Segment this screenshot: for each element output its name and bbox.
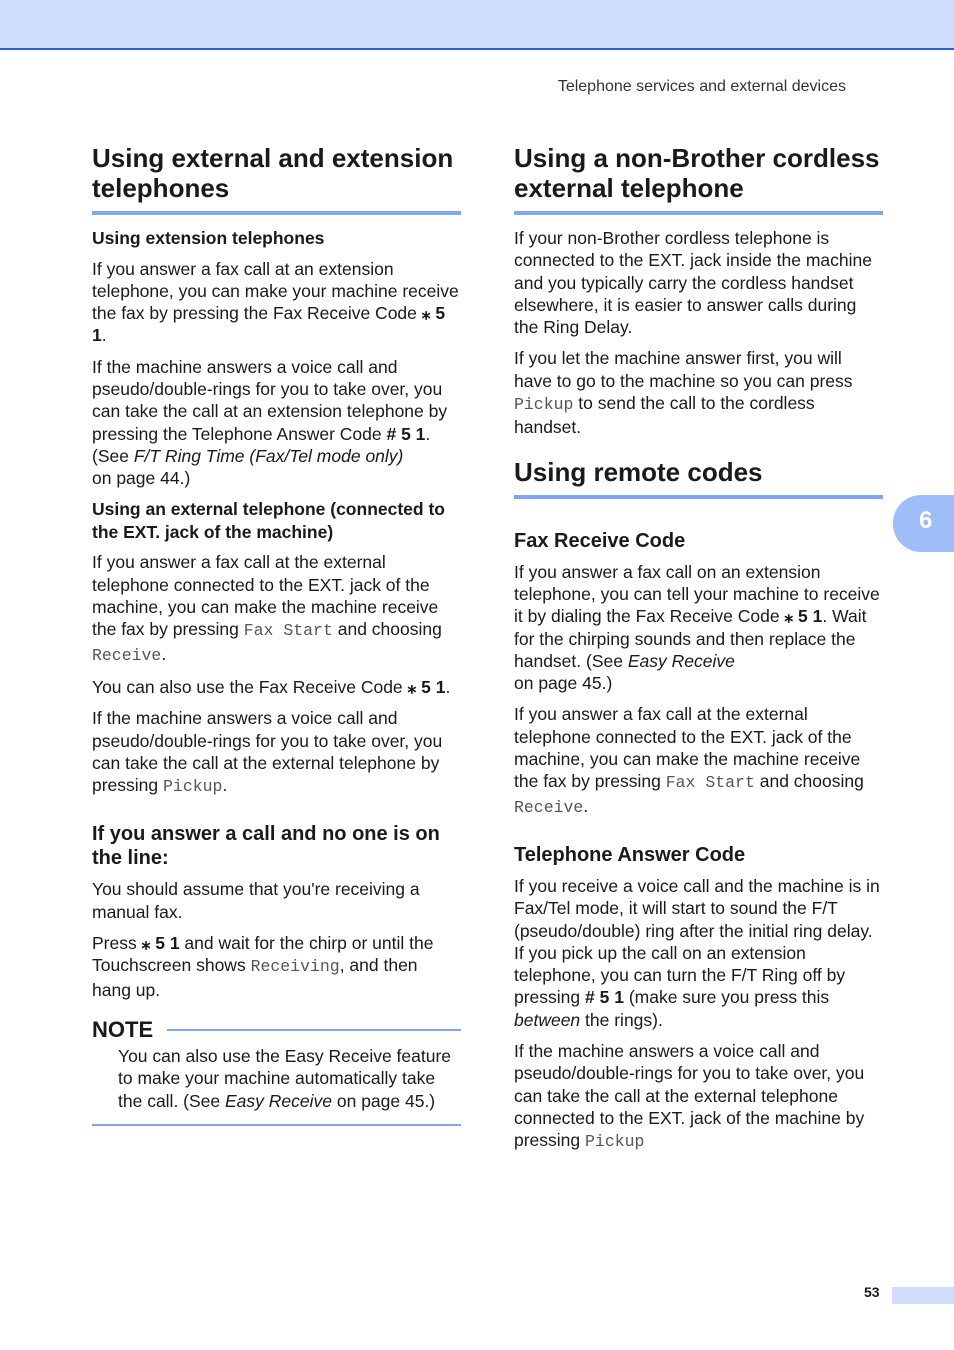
running-header: Telephone services and external devices (557, 78, 846, 95)
section-heading-external-extension: Using external and extension telephones (92, 143, 461, 215)
paragraph: If you receive a voice call and the machine is in Fax/Tel mode, it will start to sound the F/T (pseudo/double) ring after the initial ring delay. If you pick up the call on an extension telephone, you can turn the F/T Ring off by pressing # 5 1 (make sure you press this between the rings). (514, 875, 880, 1030)
page-number: 53 (864, 1284, 880, 1300)
page-number-bar (892, 1287, 954, 1304)
paragraph: You can also use the Fax Receive Code ⁎ 5 1. (92, 676, 451, 697)
section-heading-cordless: Using a non-Brother cordless external telephone (514, 143, 883, 215)
paragraph: If you answer a fax call on an extension telephone, you can tell your machine to receive it by dialing the Fax Receive Code ⁎ 5 1. Wait for the chirping sounds and then replace the handset. (See Easy Receive on page 45.) (514, 561, 880, 694)
note-rule (167, 1029, 461, 1031)
paragraph: If you answer a fax call at an extension telephone, you can make your machine receive the fax by pressing the Fax Receive Code ⁎ 5 1. (92, 258, 459, 346)
subsection-heading-telephone-answer-code: Telephone Answer Code (514, 843, 746, 866)
right-column (514, 143, 883, 1163)
paragraph: If you answer a fax call at the external telephone connected to the EXT. jack of the machine, you can make the machine receive the fax by pressing Fax Start and choosing Receive. (514, 704, 864, 817)
paragraph: You should assume that you're receiving a manual fax. (92, 879, 420, 922)
chapter-tab (893, 495, 954, 552)
note-box (92, 1017, 461, 1126)
subheading-external-telephone: Using an external telephone (connected to the EXT. jack of the machine) (92, 499, 445, 542)
paragraph: If you let the machine answer first, you will have to go to the machine so you can press Pickup to send the call to the cordless handset. (514, 348, 853, 438)
chapter-number: 6 (919, 507, 933, 534)
subsection-heading-fax-receive-code: Fax Receive Code (514, 529, 686, 552)
left-column (92, 143, 461, 1126)
note-title: NOTE (92, 1016, 154, 1042)
subheading-extension-telephones: Using extension telephones (92, 228, 325, 248)
paragraph: If you answer a fax call at the external telephone connected to the EXT. jack of the machine, you can make the machine receive the fax by pressing Fax Start and choosing Receive. (92, 552, 442, 665)
paragraph: If the machine answers a voice call and pseudo/double-rings for you to take over, you can take the call at the external telephone connected to the EXT. jack of the machine by pressing Pickup (514, 1041, 865, 1152)
paragraph: Press ⁎ 5 1 and wait for the chirp or until the Touchscreen shows Receiving, and then hang up. (92, 933, 434, 1000)
header-band (0, 0, 954, 50)
section-heading-remote-codes: Using remote codes (514, 457, 883, 499)
paragraph: If the machine answers a voice call and pseudo/double-rings for you to take over, you can take the call at an extension telephone by pressing the Telephone Answer Code # 5 1. (See F/T Ring Time (Fax/Tel mode only) on page 44.) (92, 356, 448, 489)
paragraph: If your non-Brother cordless telephone is connected to the EXT. jack inside the machine and you typically carry the cordless handset elsewhere, it is easier to answer calls during the Ring Delay. (514, 228, 872, 338)
note-text: You can also use the Easy Receive feature to make your machine automatically take the call. (See Easy Receive on page 45.) (118, 1045, 452, 1111)
subsection-heading-no-one-on-line: If you answer a call and no one is on the line: (92, 823, 440, 870)
paragraph: If the machine answers a voice call and pseudo/double-rings for you to take over, you can take the call at the external telephone by pressing Pickup. (92, 708, 443, 797)
